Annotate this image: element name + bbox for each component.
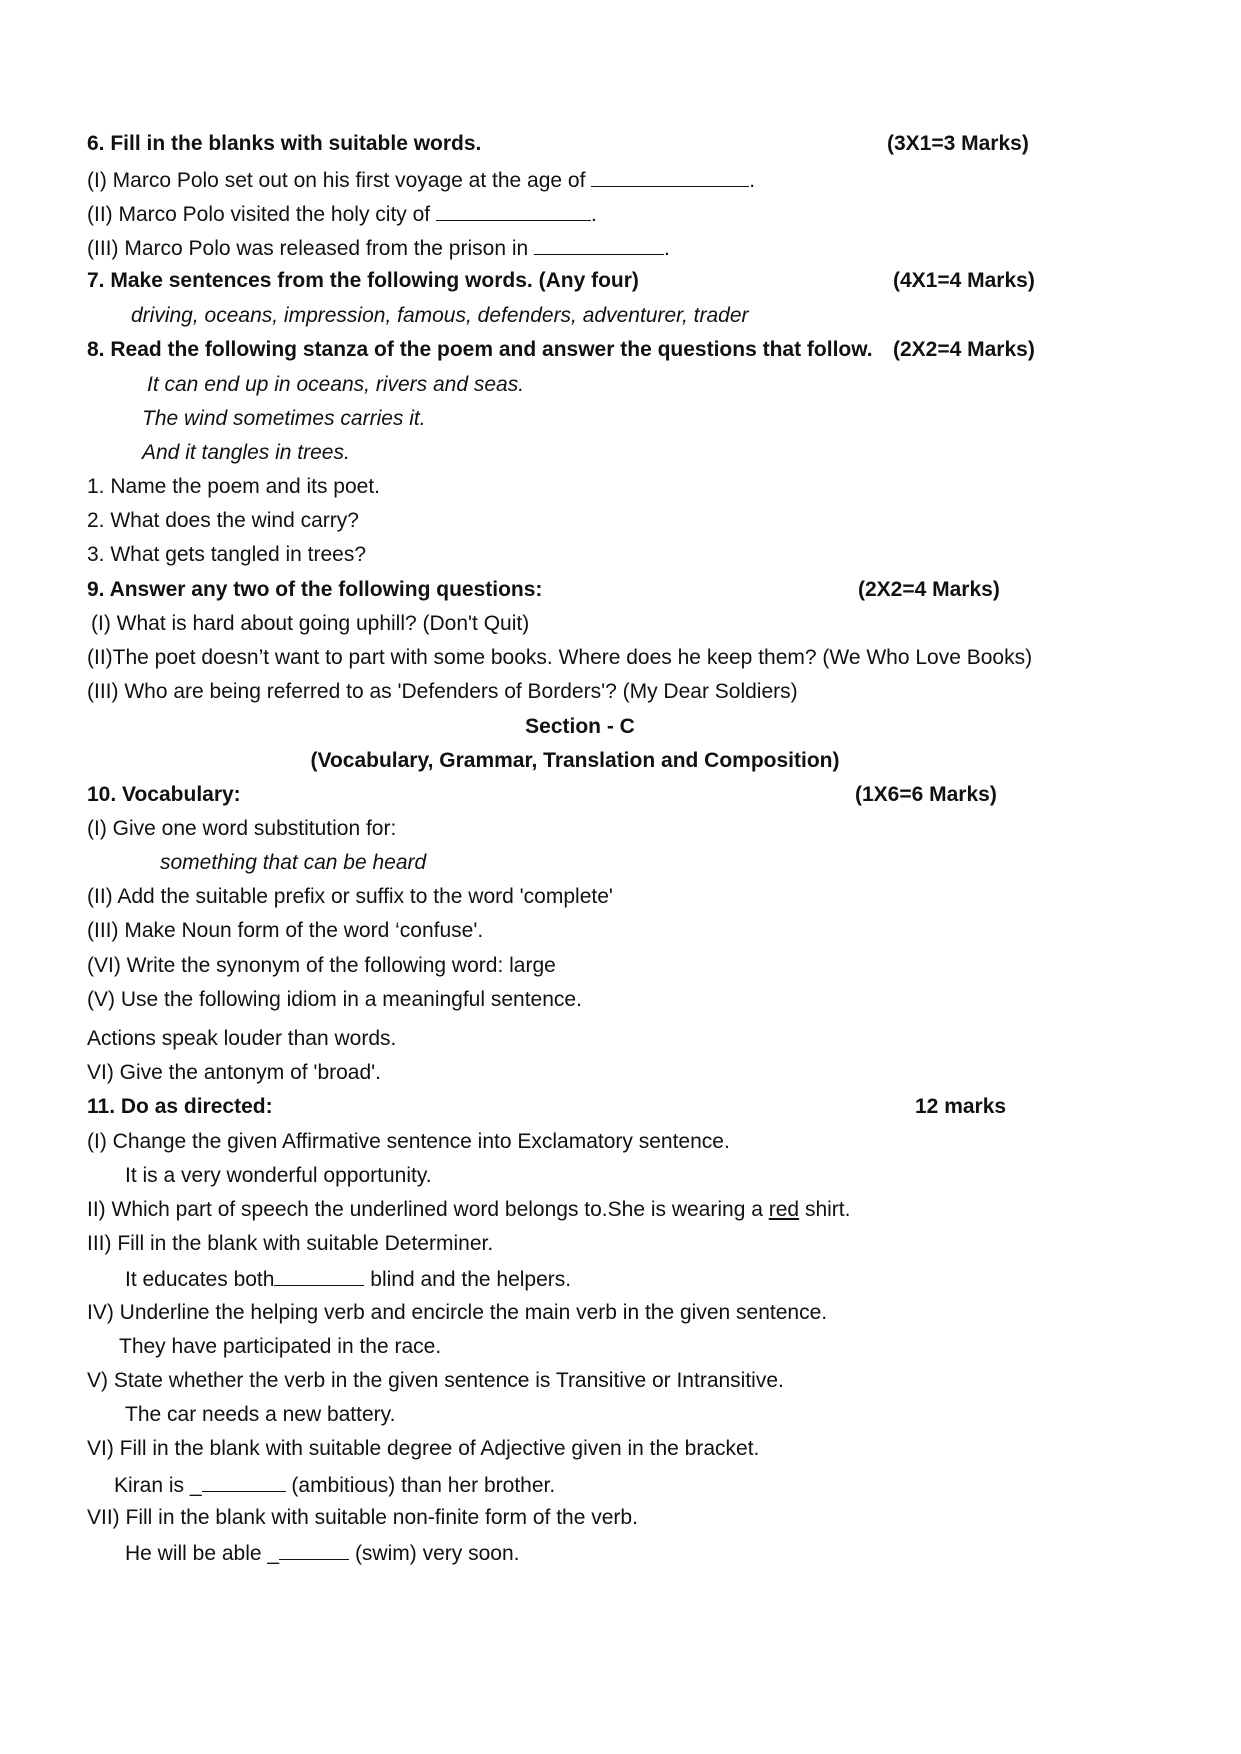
q6-item-2-text: (II) Marco Polo visited the holy city of bbox=[87, 203, 431, 226]
q11-line-3 bbox=[87, 1197, 850, 1223]
q9-item-1: (I) What is hard about going uphill? (Don't Quit) bbox=[91, 612, 530, 635]
q11-line-1: (I) Change the given Affirmative sentence into Exclamatory sentence. bbox=[87, 1130, 730, 1153]
q10-line-5: (VI) Write the synonym of the following word: large bbox=[87, 954, 556, 977]
q9-item-2: (II)The poet doesn’t want to part with some books. Where does he keep them? (We Who Love Books) bbox=[87, 646, 1033, 669]
q11-line-8: V) State whether the verb in the given sentence is Transitive or Intransitive. bbox=[87, 1369, 784, 1392]
q6-heading: 6. Fill in the blanks with suitable words. bbox=[87, 132, 482, 155]
q10-line-1: (I) Give one word substitution for: bbox=[87, 817, 397, 840]
q8-stanza-line-1: It can end up in oceans, rivers and seas. bbox=[147, 373, 525, 396]
q11-line-13-text: He will be able _ bbox=[125, 1542, 280, 1565]
q11-line-12: VII) Fill in the blank with suitable non-finite form of the verb. bbox=[87, 1506, 638, 1529]
q11-line-9: The car needs a new battery. bbox=[125, 1403, 396, 1426]
q8-stanza-line-3: And it tangles in trees. bbox=[142, 441, 350, 464]
q11-line-3-end: shirt. bbox=[804, 1198, 851, 1221]
q10-line-7: Actions speak louder than words. bbox=[87, 1027, 397, 1050]
q10-marks: (1X6=6 Marks) bbox=[855, 783, 997, 806]
blank bbox=[436, 200, 591, 221]
q6-marks: (3X1=3 Marks) bbox=[887, 132, 1029, 155]
q8-heading: 8. Read the following stanza of the poem and answer the questions that follow. bbox=[87, 338, 873, 361]
q11-line-13 bbox=[125, 1539, 519, 1567]
underlined-word: red bbox=[768, 1198, 800, 1221]
q11-line-5-text: It educates both bbox=[125, 1268, 275, 1291]
q11-line-10: VI) Fill in the blank with suitable degree of Adjective given in the bracket. bbox=[87, 1437, 760, 1460]
q11-line-4: III) Fill in the blank with suitable Determiner. bbox=[87, 1232, 494, 1255]
section-title: Section - C bbox=[525, 715, 635, 738]
q11-line-11 bbox=[114, 1471, 555, 1499]
q9-item-3: (III) Who are being referred to as 'Defenders of Borders'? (My Dear Soldiers) bbox=[87, 680, 798, 703]
q11-marks: 12 marks bbox=[915, 1095, 1007, 1118]
q11-heading: 11. Do as directed: bbox=[87, 1095, 273, 1118]
q8-question-2: 2. What does the wind carry? bbox=[87, 509, 359, 532]
q11-line-2: It is a very wonderful opportunity. bbox=[125, 1164, 432, 1187]
q6-item-3-text: (III) Marco Polo was released from the prison in bbox=[87, 237, 529, 260]
q8-stanza-line-2: The wind sometimes carries it. bbox=[142, 407, 426, 430]
q9-marks: (2X2=4 Marks) bbox=[858, 578, 1000, 601]
q11-line-13-end: (swim) very soon. bbox=[354, 1542, 520, 1565]
q10-line-3: (II) Add the suitable prefix or suffix to the word 'complete' bbox=[87, 885, 613, 908]
q10-line-2: something that can be heard bbox=[160, 851, 427, 874]
q11-line-5 bbox=[125, 1265, 571, 1293]
q8-marks: (2X2=4 Marks) bbox=[893, 338, 1035, 361]
section-subtitle: (Vocabulary, Grammar, Translation and Composition) bbox=[310, 749, 840, 772]
q6-item-1-text: (I) Marco Polo set out on his first voyage at the age of bbox=[87, 169, 586, 192]
q10-line-8: VI) Give the antonym of 'broad'. bbox=[87, 1061, 381, 1084]
q11-line-11-end: (ambitious) than her brother. bbox=[291, 1474, 556, 1497]
q10-line-4: (III) Make Noun form of the word ‘confuse'. bbox=[87, 919, 484, 942]
blank bbox=[279, 1539, 349, 1560]
q8-question-3: 3. What gets tangled in trees? bbox=[87, 543, 366, 566]
q9-heading: 9. Answer any two of the following questions: bbox=[87, 578, 543, 601]
q7-words: driving, oceans, impression, famous, defenders, adventurer, trader bbox=[131, 304, 749, 327]
blank bbox=[202, 1471, 286, 1492]
q6-item-1: (I) Marco Polo set out on his first voyage at the age of . bbox=[87, 166, 755, 194]
q6-item-2: (II) Marco Polo visited the holy city of . bbox=[87, 200, 597, 228]
blank bbox=[591, 166, 749, 187]
q6-item-3: (III) Marco Polo was released from the prison in . bbox=[87, 234, 670, 262]
blank bbox=[534, 234, 664, 255]
q11-line-5-end: blind and the helpers. bbox=[370, 1268, 572, 1291]
q7-marks: (4X1=4 Marks) bbox=[893, 269, 1035, 292]
q11-line-11-text: Kiran is _ bbox=[114, 1474, 202, 1497]
q10-line-6: (V) Use the following idiom in a meaningful sentence. bbox=[87, 988, 582, 1011]
blank bbox=[274, 1265, 364, 1286]
q11-line-3-text: II) Which part of speech the underlined word belongs to.She is wearing a bbox=[87, 1198, 763, 1221]
q10-heading: 10. Vocabulary: bbox=[87, 783, 241, 806]
q7-heading: 7. Make sentences from the following words. (Any four) bbox=[87, 269, 639, 292]
q11-line-7: They have participated in the race. bbox=[119, 1335, 442, 1358]
q11-line-6: IV) Underline the helping verb and encircle the main verb in the given sentence. bbox=[87, 1301, 828, 1324]
q8-question-1: 1. Name the poem and its poet. bbox=[87, 475, 381, 498]
